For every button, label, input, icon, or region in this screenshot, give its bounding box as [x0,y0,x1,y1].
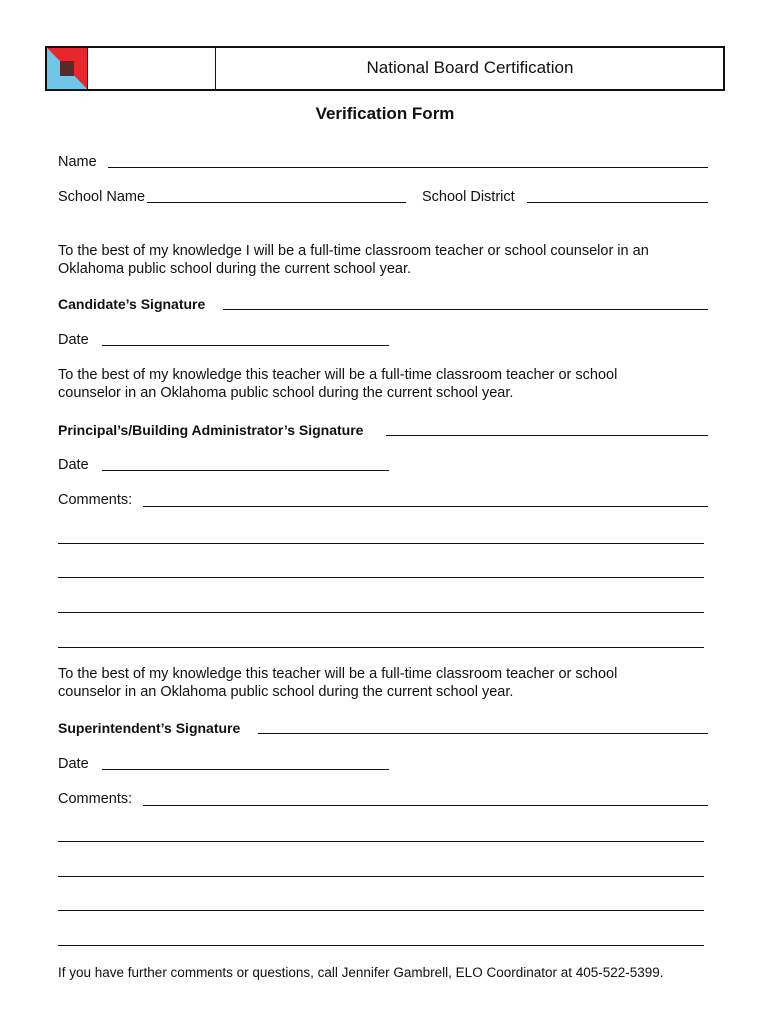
school-district-label: School District [422,189,515,205]
form-title: Verification Form [315,104,455,123]
principal-comments-line[interactable] [58,543,704,544]
school-district-field[interactable] [527,202,708,203]
header-title: National Board Certification [366,58,574,77]
superintendent-comments-label: Comments: [58,791,133,807]
principal-comments-line[interactable] [143,506,708,507]
superintendent-comments-line[interactable] [143,805,708,806]
header-box [45,46,725,91]
candidate-statement-line2: Oklahoma public school during the current school year. [58,261,412,277]
superintendent-statement-line1: To the best of my knowledge this teacher will be a full-time classroom teacher or school [58,666,618,682]
principal-date-field[interactable] [102,470,389,471]
logo [47,48,88,89]
school-name-label: School Name [58,189,146,205]
principal-signature-label: Principal’s/Building Administrator’s Signature [58,422,364,438]
principal-comments-label: Comments: [58,492,133,508]
principal-comments-line[interactable] [58,612,704,613]
superintendent-signature-field[interactable] [258,733,708,734]
superintendent-comments-line[interactable] [58,841,704,842]
principal-statement-line1: To the best of my knowledge this teacher will be a full-time classroom teacher or school [58,367,618,383]
superintendent-comments-line[interactable] [58,910,704,911]
principal-date-label: Date [58,457,89,473]
principal-comments-line[interactable] [58,647,704,648]
superintendent-statement-line2: counselor in an Oklahoma public school during the current school year. [58,684,514,700]
principal-signature-field[interactable] [386,435,708,436]
header-blank-cell [88,48,216,89]
superintendent-comments-line[interactable] [58,876,704,877]
school-name-field[interactable] [147,202,406,203]
logo-center-square [60,61,74,76]
superintendent-signature-label: Superintendent’s Signature [58,720,241,736]
superintendent-date-field[interactable] [102,769,389,770]
candidate-date-label: Date [58,332,89,348]
principal-statement-line2: counselor in an Oklahoma public school during the current school year. [58,385,514,401]
logo-icon [47,48,87,89]
principal-comments-line[interactable] [58,577,704,578]
superintendent-date-label: Date [58,756,89,772]
candidate-signature-field[interactable] [223,309,708,310]
name-field[interactable] [108,167,708,168]
superintendent-comments-line[interactable] [58,945,704,946]
name-label: Name [58,154,97,170]
footer-contact-text: If you have further comments or questions, call Jennifer Gambrell, ELO Coordinator at 405-522-5399. [58,965,664,980]
candidate-statement-line1: To the best of my knowledge I will be a full-time classroom teacher or school counselor in an [58,243,649,259]
candidate-date-field[interactable] [102,345,389,346]
candidate-signature-label: Candidate’s Signature [58,296,206,312]
